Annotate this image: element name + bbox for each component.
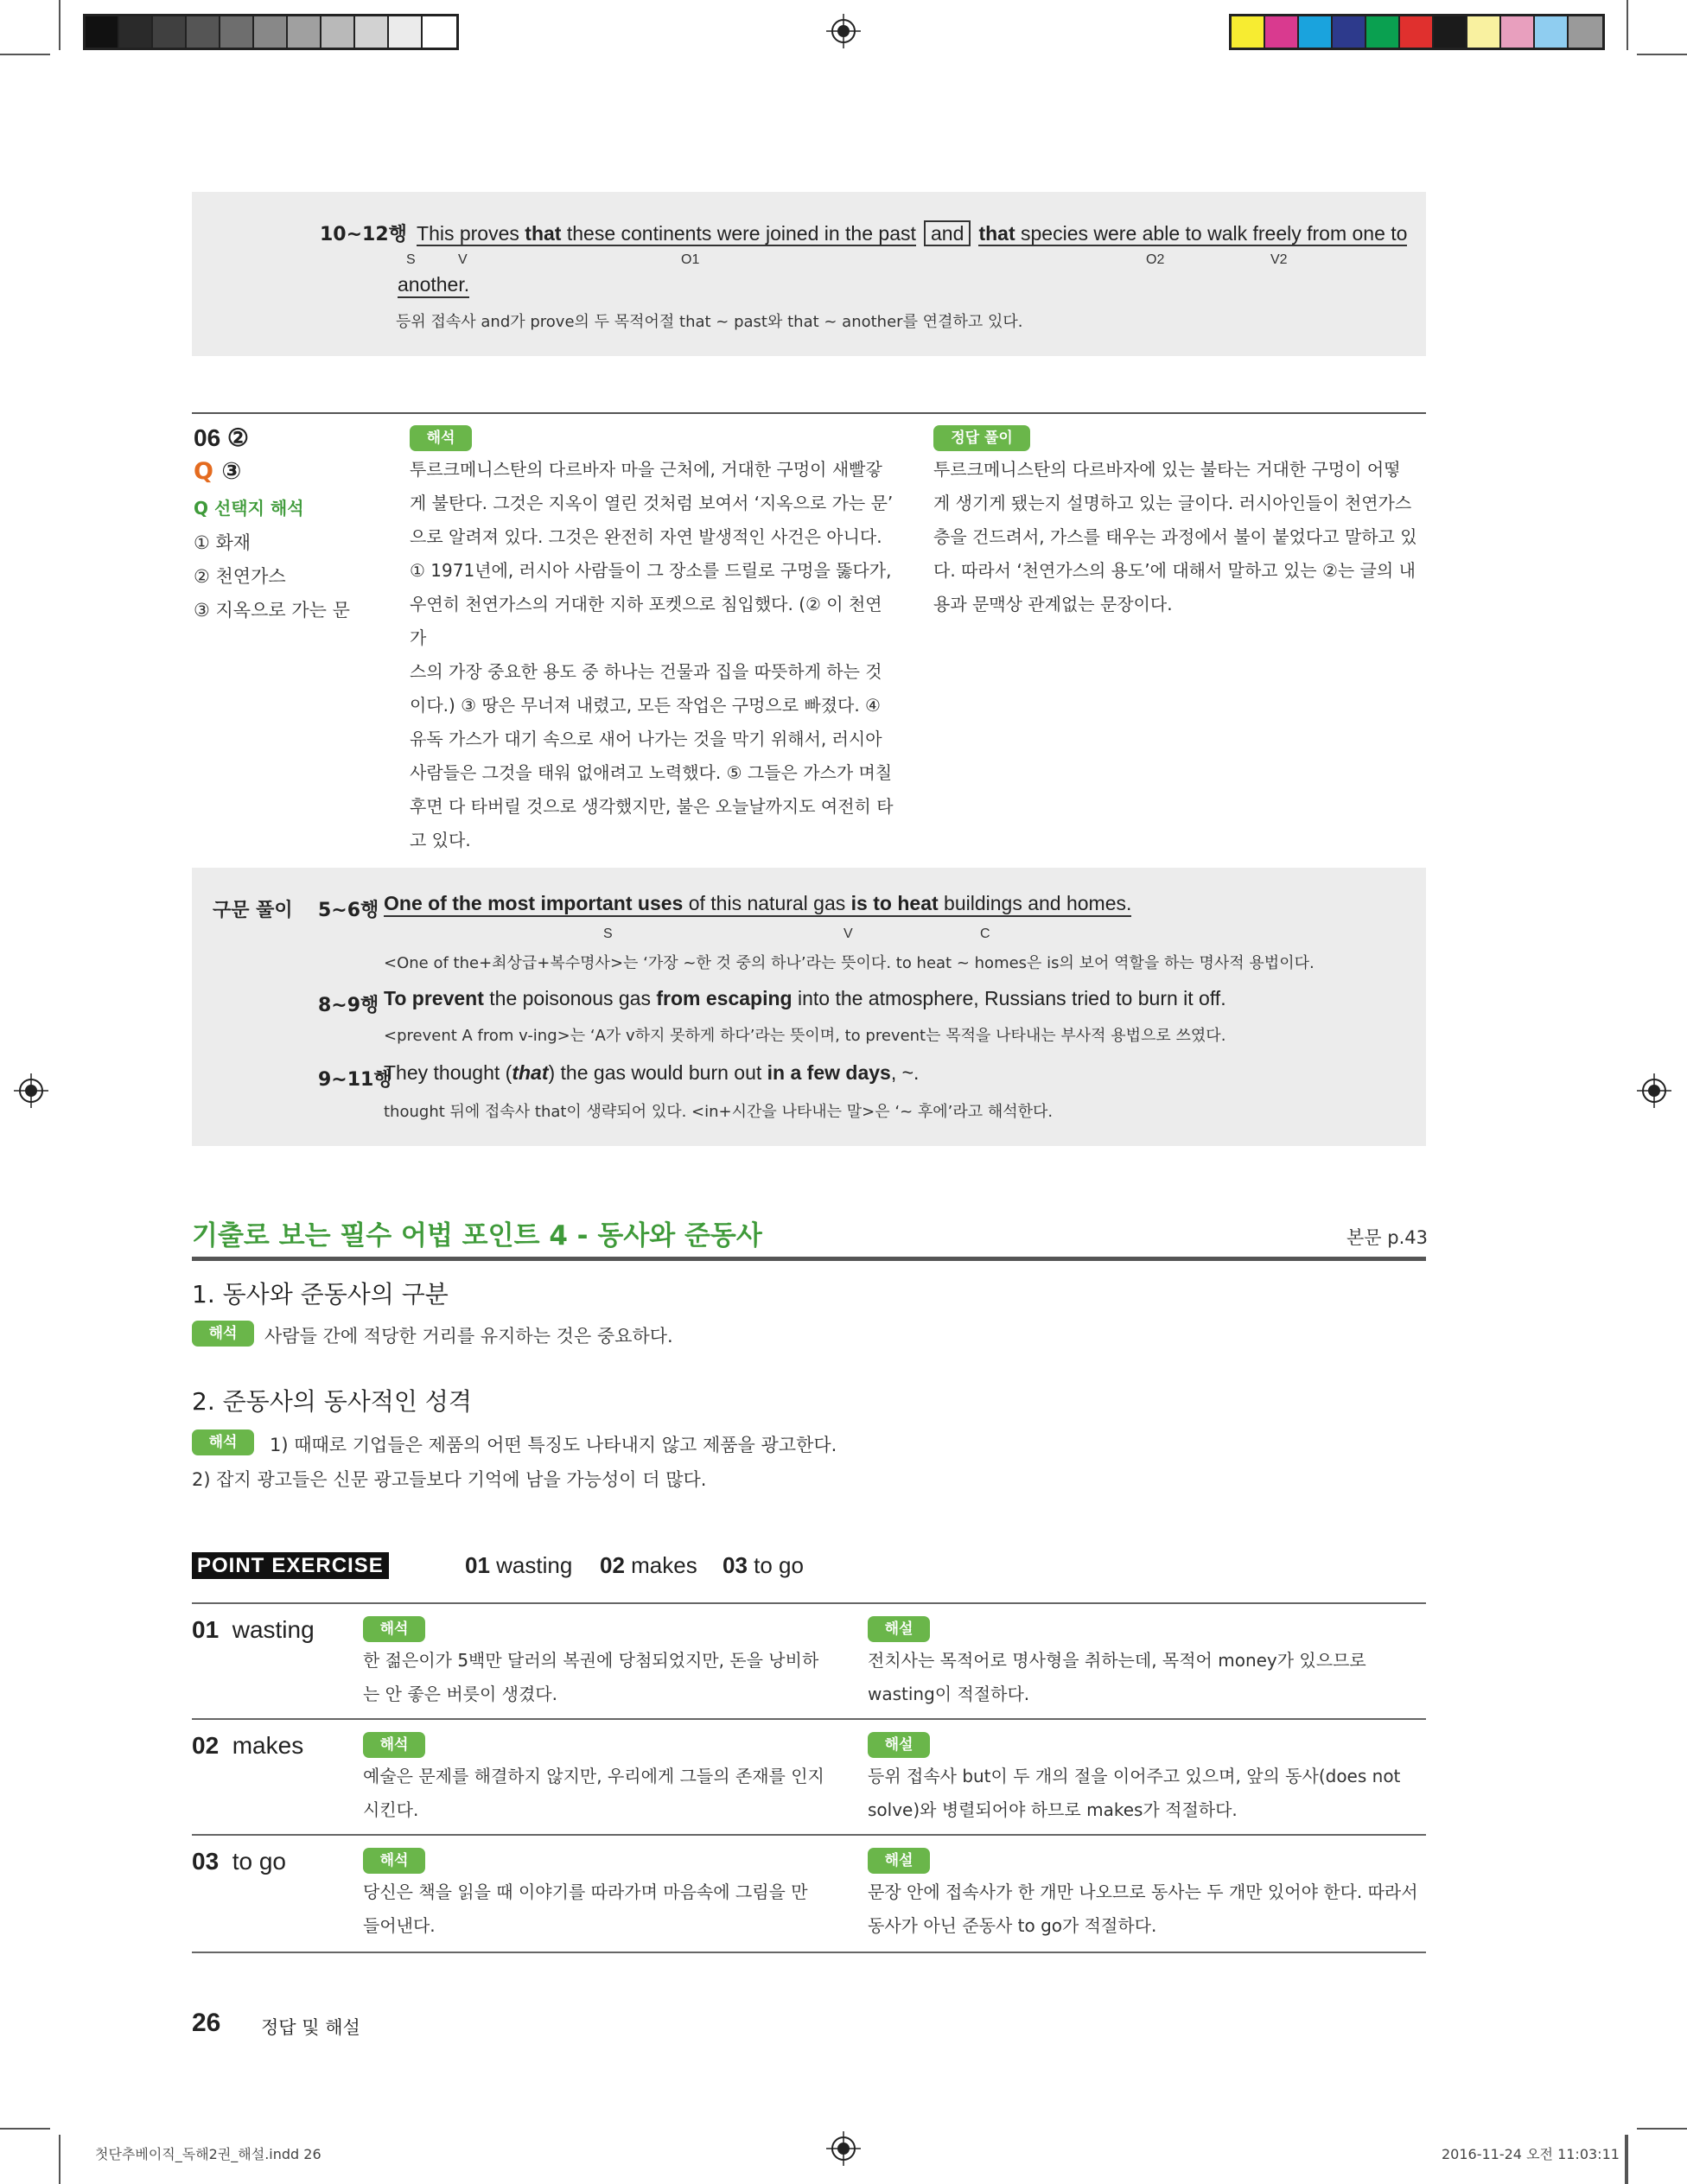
section-rule xyxy=(192,412,1426,414)
label-o2: O2 xyxy=(1146,252,1165,267)
translation-pill: 해석 xyxy=(363,1732,425,1758)
exercise-translation xyxy=(363,1644,830,1711)
crop-mark xyxy=(1627,2135,1628,2184)
explanation-text xyxy=(933,453,1428,621)
text-line: 한 젊은이가 5백만 달러의 복권에 당첨되었지만, 돈을 낭비하 xyxy=(363,1650,819,1671)
syntax-note: <prevent A from v-ing>는 ‘A가 v하지 못하게 하다’라는 뜻이며, to prevent는 목적을 나타내는 부사적 용법으로 쓰였다. xyxy=(384,1027,1226,1045)
sentence-part xyxy=(978,222,1407,246)
answer-num: 01 xyxy=(465,1552,490,1578)
exercise-row-head xyxy=(192,1732,303,1760)
answer-summary-3 xyxy=(723,1552,804,1579)
exercise-num: 01 xyxy=(192,1616,220,1643)
explanation-pill: 해설 xyxy=(868,1848,930,1874)
text-line: 등위 접속사 but이 두 개의 절을 이어주고 있으며, 앞의 동사(does not xyxy=(868,1766,1401,1786)
registration-mark-icon xyxy=(1637,1073,1671,1108)
text-run: , ~. xyxy=(890,1061,920,1084)
bold-text: One of the most important uses xyxy=(384,892,684,914)
text-line: 게 불탄다. 그것은 지옥이 열린 것처럼 보여서 ‘지옥으로 가는 문’ xyxy=(410,493,894,513)
text-run: of this natural gas xyxy=(683,892,851,914)
grammar-subtitle-2: 2. 준동사의 동사적인 성격 xyxy=(192,1387,472,1416)
grammar-translation-1: 사람들 간에 적당한 거리를 유지하는 것은 중요하다. xyxy=(264,1326,673,1347)
boxed-conjunction: and xyxy=(924,220,971,246)
text-line: 동사가 아닌 준동사 to go가 적절하다. xyxy=(868,1915,1157,1936)
exercise-explanation xyxy=(868,1875,1428,1943)
text-line: 문장 안에 접속사가 한 개만 나오므로 동사는 두 개만 있어야 한다. 따라서 xyxy=(868,1882,1418,1902)
explanation-pill: 정답 풀이 xyxy=(933,425,1030,451)
text-run: buildings and homes. xyxy=(938,892,1132,914)
exercise-translation xyxy=(363,1760,830,1827)
label-c: C xyxy=(980,926,990,941)
swatch-4 xyxy=(187,16,220,48)
question-number: 06 ② xyxy=(194,424,250,451)
swatch-yellow xyxy=(1232,16,1265,48)
registration-mark-icon xyxy=(826,14,861,48)
choice-title xyxy=(194,494,304,519)
answer-summary-2 xyxy=(600,1552,697,1579)
text-run: the poisonous gas xyxy=(483,987,657,1009)
point-exercise-logo xyxy=(192,1552,389,1579)
text-line: 들어낸다. xyxy=(363,1915,436,1936)
swatch-navy xyxy=(1333,16,1366,48)
color-swatch-bar xyxy=(1229,14,1605,50)
swatch-10 xyxy=(389,16,423,48)
choice-item: ③ 지옥으로 가는 문 xyxy=(194,600,350,621)
syntax-note: thought 뒤에 접속사 that이 생략되어 있다. <in+시간을 나타내는 말>은 ‘~ 후에’라고 해석한다. xyxy=(384,1103,1054,1121)
row-rule xyxy=(192,1834,1426,1836)
swatch-7 xyxy=(288,16,321,48)
choice-item: ② 천연가스 xyxy=(194,566,286,587)
page-number: 26 xyxy=(192,2009,221,2037)
line-ref: 8~9행 xyxy=(318,995,379,1016)
syntax-note: <One of the+최상급+복수명사>는 ‘가장 ~한 것 중의 하나’라는 뜻이다. to heat ~ homes은 is의 보어 역할을 하는 명사적 용법이다. xyxy=(384,954,1315,972)
grammar-subtitle-1: 1. 동사와 준동사의 구분 xyxy=(192,1280,449,1308)
text-line: 전치사는 목적어로 명사형을 취하는데, 목적어 money가 있으므로 xyxy=(868,1650,1366,1671)
bold-text: from escaping xyxy=(656,987,793,1009)
text-line: 시킨다. xyxy=(363,1799,419,1820)
q-answer xyxy=(194,458,241,485)
translation-pill: 해석 xyxy=(363,1616,425,1642)
text-line: 다. 따라서 ‘천연가스의 용도’에 대해서 말하고 있는 ②는 글의 내 xyxy=(933,560,1416,581)
bold-text: in a few days xyxy=(767,1061,891,1084)
answer-word: wasting xyxy=(489,1552,573,1578)
date-slug: 2016-11-24 오전 11:03:11 xyxy=(1442,2146,1620,2162)
text-line: 당신은 책을 읽을 때 이야기를 따라가며 마음속에 그림을 만 xyxy=(363,1882,808,1902)
crop-mark xyxy=(1637,2128,1687,2130)
text-line: ① 1971년에, 러시아 사람들이 그 장소를 드릴로 구멍을 뚫다가, xyxy=(410,560,892,581)
crop-mark xyxy=(59,0,60,50)
text-line: 스의 가장 중요한 용도 중 하나는 건물과 집을 따뜻하게 하는 것 xyxy=(410,661,882,682)
crop-mark xyxy=(0,2128,50,2130)
file-slug: 첫단추베이직_독해2권_해설.indd 26 xyxy=(95,2146,321,2162)
row-rule xyxy=(192,1718,1426,1720)
label-s: S xyxy=(406,252,416,267)
text-line: 층을 건드려서, 가스를 태우는 과정에서 불이 붙었다고 말하고 있 xyxy=(933,526,1417,547)
choice-item: ① 화재 xyxy=(194,532,251,553)
bold-text: that xyxy=(525,222,562,245)
grammar-translation-2b: 2) 잡지 광고들은 신문 광고들보다 기억에 남을 가능성이 더 많다. xyxy=(192,1469,707,1490)
row-rule xyxy=(192,1952,1426,1953)
exercise-word: makes xyxy=(232,1732,304,1759)
crop-mark xyxy=(1627,0,1628,50)
text-line: 이다.) ③ 땅은 무너져 내렸고, 모든 작업은 구멍으로 빠졌다. ④ xyxy=(410,695,881,716)
syntax-sentence-3 xyxy=(384,1061,919,1085)
exercise-row-head xyxy=(192,1848,286,1875)
choice-title-text: 선택지 해석 xyxy=(213,498,304,519)
exercise-word: to go xyxy=(232,1848,286,1875)
text-line: wasting이 적절하다. xyxy=(868,1684,1030,1704)
text-line: 우연히 천연가스의 거대한 지하 포켓으로 침입했다. (② 이 천연가 xyxy=(410,594,882,648)
q-answer-value: ③ xyxy=(221,458,242,485)
text-line: solve)와 병렬되어야 하므로 makes가 적절하다. xyxy=(868,1799,1238,1820)
label-v: V xyxy=(458,252,468,267)
explanation-pill: 해설 xyxy=(868,1616,930,1642)
registration-mark-icon xyxy=(826,2131,861,2166)
swatch-cyan xyxy=(1299,16,1333,48)
swatch-gray xyxy=(1569,16,1602,48)
syntax-label: 구문 풀이 xyxy=(213,900,293,921)
q-mark-small: Q xyxy=(194,498,209,519)
q-mark: Q xyxy=(194,458,213,485)
text-run: species were able to walk freely from one to xyxy=(1015,222,1408,245)
label-o1: O1 xyxy=(681,252,700,267)
bold-text: To prevent xyxy=(384,987,484,1009)
grammar-translation-2a: 1) 때때로 기업들은 제품의 어떤 특징도 나타내지 않고 제품을 광고한다. xyxy=(270,1435,837,1455)
swatch-3 xyxy=(153,16,187,48)
label-s: S xyxy=(603,926,613,941)
text-line: 투르크메니스탄의 다르바자 마을 근처에, 거대한 구멍이 새빨갛 xyxy=(410,459,882,480)
grammar-section-title: 기출로 보는 필수 어법 포인트 4 - 동사와 준동사 xyxy=(192,1220,762,1251)
text-run: They thought ( xyxy=(384,1061,512,1084)
explanation-pill: 해설 xyxy=(868,1732,930,1758)
swatch-5 xyxy=(220,16,254,48)
answer-summary-1 xyxy=(465,1552,572,1579)
text-line: 예술은 문제를 해결하지 않지만, 우리에게 그들의 존재를 인지 xyxy=(363,1766,824,1786)
text-run: these continents were joined in the past xyxy=(561,222,916,245)
line-ref: 5~6행 xyxy=(318,900,379,921)
bold-text: is xyxy=(850,892,868,914)
answer-word: makes xyxy=(624,1552,697,1578)
translation-text xyxy=(410,453,894,857)
text-line: 으로 알려져 있다. 그것은 완전히 자연 발생적인 사건은 아니다. xyxy=(410,526,882,547)
crop-mark xyxy=(59,2135,60,2184)
text-line: 후면 다 타버릴 것으로 생각했지만, 불은 오늘날까지도 여전히 타 xyxy=(410,796,894,817)
line-ref: 9~11행 xyxy=(318,1069,392,1091)
exercise-translation xyxy=(363,1875,830,1943)
text-line: 게 생기게 됐는지 설명하고 있는 글이다. 러시아인들이 천연가스 xyxy=(933,493,1412,513)
text-run: ) the gas would burn out xyxy=(548,1061,767,1084)
swatch-red xyxy=(1400,16,1434,48)
swatch-magenta xyxy=(1265,16,1299,48)
swatch-1 xyxy=(86,16,119,48)
text-run: This proves xyxy=(417,222,525,245)
swatch-light-yellow xyxy=(1467,16,1501,48)
logo-text-point: POINT xyxy=(197,1554,265,1577)
answer-num: 03 xyxy=(723,1552,748,1578)
syntax-sentence-1 xyxy=(384,892,1131,917)
text-line: 사람들은 그것을 태워 없애려고 노력했다. ⑤ 그들은 가스가 며칠 xyxy=(410,762,893,783)
text-line: 유독 가스가 대기 속으로 새어 나가는 것을 막기 위해서, 러시아 xyxy=(410,729,882,749)
translation-pill: 해석 xyxy=(410,425,472,451)
exercise-word: wasting xyxy=(232,1616,315,1643)
text-line: 투르크메니스탄의 다르바자에 있는 불타는 거대한 구멍이 어떻 xyxy=(933,459,1401,480)
row-rule xyxy=(192,1602,1426,1604)
swatch-light-blue xyxy=(1535,16,1569,48)
exercise-num: 02 xyxy=(192,1732,220,1759)
swatch-pink xyxy=(1501,16,1535,48)
exercise-num: 03 xyxy=(192,1848,220,1875)
exercise-explanation xyxy=(868,1644,1428,1711)
syntax-line-10-12 xyxy=(320,220,1407,246)
answer-num: 02 xyxy=(600,1552,625,1578)
gray-swatch-bar xyxy=(83,14,459,50)
logo-text-exercise: EXERCISE xyxy=(271,1554,384,1577)
section-rule-thick xyxy=(192,1257,1426,1261)
bold-text: to heat xyxy=(873,892,939,914)
page-reference: 본문 p.43 xyxy=(1346,1227,1428,1248)
registration-mark-icon xyxy=(14,1073,48,1108)
text-line: 는 안 좋은 버릇이 생겼다. xyxy=(363,1684,557,1704)
label-v: V xyxy=(844,926,853,941)
crop-mark xyxy=(1637,54,1687,55)
swatch-8 xyxy=(321,16,355,48)
text-line: 용과 문맥상 관계없는 문장이다. xyxy=(933,594,1173,614)
syntax-note: 등위 접속사 and가 prove의 두 목적어절 that ~ past와 that ~ another를 연결하고 있다. xyxy=(396,313,1023,331)
crop-mark xyxy=(1625,2135,1627,2184)
swatch-9 xyxy=(355,16,389,48)
swatch-11 xyxy=(423,16,456,48)
swatch-black xyxy=(1434,16,1467,48)
footer-label: 정답 및 해설 xyxy=(261,2017,360,2038)
translation-pill: 해석 xyxy=(192,1429,254,1455)
label-v2: V2 xyxy=(1270,252,1288,267)
crop-mark xyxy=(0,54,50,55)
swatch-green xyxy=(1366,16,1400,48)
sentence-continuation: another. xyxy=(398,273,469,298)
syntax-sentence-2 xyxy=(384,987,1226,1010)
swatch-2 xyxy=(119,16,153,48)
sentence-part xyxy=(417,222,916,246)
swatch-6 xyxy=(254,16,288,48)
exercise-row-head xyxy=(192,1616,315,1644)
translation-pill: 해석 xyxy=(192,1321,254,1347)
translation-pill: 해석 xyxy=(363,1848,425,1874)
line-ref: 10~12행 xyxy=(320,224,407,245)
text-run: into the atmosphere, Russians tried to burn it off. xyxy=(792,987,1226,1009)
bold-text: that xyxy=(978,222,1015,245)
answer-word: to go xyxy=(747,1552,804,1578)
text-line: 고 있다. xyxy=(410,830,471,850)
italic-text: that xyxy=(512,1061,549,1084)
exercise-explanation xyxy=(868,1760,1428,1827)
